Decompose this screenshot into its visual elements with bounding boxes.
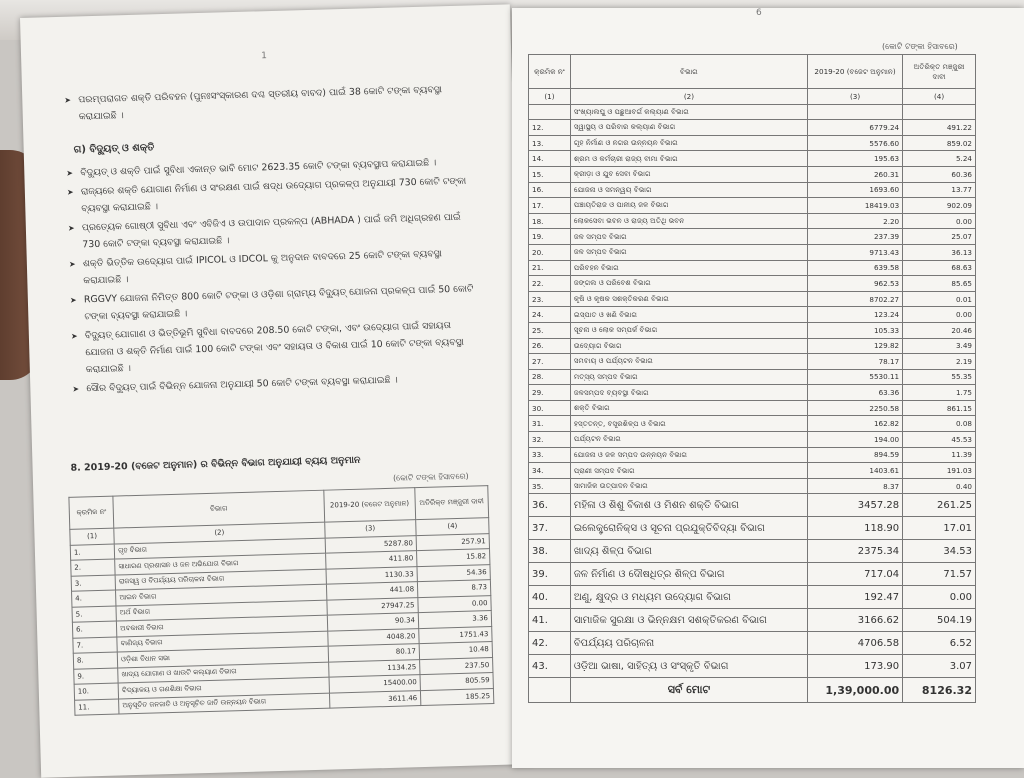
cell-sl: 32. <box>529 432 571 448</box>
cell-dept: ଉଦ୍ୟୋଗ ବିଭାଗ <box>570 338 807 354</box>
cell-sl: 23. <box>529 291 571 307</box>
cell-sl: 13. <box>529 135 571 151</box>
cell-budget: 5576.60 <box>807 135 902 151</box>
cell-budget: 962.53 <box>807 276 902 292</box>
cell-dept: ଇଲେକ୍ଟ୍ରୋନିକ୍ସ ଓ ସୂଚନା ପ୍ରଯୁକ୍ତିବିଦ୍ୟା ବିଭାଗ <box>570 517 807 540</box>
cell-supp: 13.77 <box>903 182 976 198</box>
total-supp: 8126.32 <box>903 678 976 703</box>
cell-budget: 2375.34 <box>807 540 902 563</box>
table-body <box>529 120 976 678</box>
cell-supp: 504.19 <box>903 609 976 632</box>
bullet-item: ➤ ବିଦ୍ୟୁତ୍ ଯୋଗାଣ ଓ ଭିତ୍ତିଭୂମି ସୁବିଧା ବାବଦରେ 208.50 କୋଟି ଟଙ୍କା, ଏବଂ ଉଦ୍ୟୋଗ ପାଇଁ ସହାୟତା ଯୋଜନା ଓ ଶକ୍ତି ନିର୍ମାଣ ପାଇଁ 100 କୋଟି ଟଙ୍କା ଏବଂ ସହାୟତା ଓ ବିକାଶ ପାଇଁ 10 କୋଟି ଟଙ୍କା ବ୍ୟବସ୍ଥା କରାଯାଇଛି । <box>71 316 482 378</box>
cell-supp: 0.01 <box>903 291 976 307</box>
cell-budget: 129.82 <box>807 338 902 354</box>
cell-dept: ଅବକାରୀ ବିଭାଗ <box>117 615 328 636</box>
right-page <box>512 8 1024 768</box>
table-row <box>529 517 976 540</box>
table-row <box>529 322 976 338</box>
cell-sl: 28. <box>529 369 571 385</box>
cell-dept: ଜଳ ନିର୍ମାଣ ଓ ଦୌଷଧିତ୍ର ଶିଳ୍ପ ବିଭାଗ <box>570 563 807 586</box>
table-row <box>529 400 976 416</box>
subheader-cell <box>529 104 571 120</box>
table-row <box>529 632 976 655</box>
cell-supp: 85.65 <box>903 276 976 292</box>
cell-budget: 894.59 <box>807 447 902 463</box>
cell-sl: 14. <box>529 151 571 167</box>
cell-dept: ହସ୍ତତନ୍ତ, ବସ୍ତ୍ରଶିଳ୍ପ ଓ ବିଭାଗ <box>570 416 807 432</box>
cell-dept: ଇସ୍ପାତ ଓ ଖଣି ବିଭାଗ <box>570 307 807 323</box>
cell-sl: 30. <box>529 400 571 416</box>
cell-sl: 17. <box>529 198 571 214</box>
cell-sl: 9. <box>74 668 119 685</box>
cell-sl: 42. <box>529 632 571 655</box>
cell-budget: 1130.33 <box>326 566 418 584</box>
cell-supp: 71.57 <box>903 563 976 586</box>
cell-budget: 15400.00 <box>329 675 421 693</box>
cell-sl: 43. <box>529 655 571 678</box>
cell-dept: ଖାଦ୍ୟ ଯୋଗାଣ ଓ ଖାଉଟି କଲ୍ୟାଣ ବିଭାଗ <box>118 662 329 683</box>
cell-supp: 859.02 <box>903 135 976 151</box>
table-row <box>529 166 976 182</box>
cell-sl: 21. <box>529 260 571 276</box>
cell-sl: 35. <box>529 478 571 494</box>
cell-dept: ଗୃହ ବିଭାଗ <box>114 538 325 559</box>
bullet-list <box>66 153 482 399</box>
cell-budget: 173.90 <box>807 655 902 678</box>
table-row <box>529 447 976 463</box>
col-index: (3) <box>324 520 416 538</box>
cell-budget: 4048.20 <box>327 628 419 646</box>
cell-dept: ଅଣୁ, କ୍ଷୁଦ୍ର ଓ ମଧ୍ୟମ ଉଦ୍ୟୋଗ ବିଭାଗ <box>570 586 807 609</box>
cell-sl: 33. <box>529 447 571 463</box>
cell-sl: 20. <box>529 244 571 260</box>
subheader-cell <box>903 104 976 120</box>
cell-dept: କୃଷି ଓ କୃଷକ ସଶକ୍ତିକରଣ ବିଭାଗ <box>570 291 807 307</box>
cell-sl: 6. <box>72 621 117 638</box>
bullet-item: ➤ RGGVY ଯୋଜନା ନିମିତ୍ତ 800 କୋଟି ଟଙ୍କା ଓ ଓଡ଼ିଶା ଗ୍ରାମ୍ୟ ବିଦ୍ୟୁତ୍ ଯୋଜନା ପ୍ରକଳ୍ପ ପାଇଁ 50 କୋଟି ଟଙ୍କା ବ୍ୟବସ୍ଥା କରାଯାଇଛି । <box>70 280 481 325</box>
cell-supp: 20.46 <box>903 322 976 338</box>
cell-supp: 2.19 <box>903 354 976 370</box>
cell-dept: ପ୍ରାଣୀ ସମ୍ପଦ ବିଭାଗ <box>570 463 807 479</box>
cell-supp: 0.08 <box>903 416 976 432</box>
cell-supp: 8.73 <box>417 580 490 598</box>
cell-supp: 902.09 <box>903 198 976 214</box>
table-row <box>529 655 976 678</box>
cell-supp: 191.03 <box>903 463 976 479</box>
cell-dept: ରାଜସ୍ୱ ଓ ବିପର୍ଯ୍ୟୟ ପରିଚାଳନା ବିଭାଗ <box>115 569 326 590</box>
col-index: (2) <box>114 522 325 543</box>
cell-supp: 25.07 <box>903 229 976 245</box>
table-row <box>529 260 976 276</box>
cell-dept: ସାମାଜିକ ଉତ୍ପାଦନ ବିଭାଗ <box>570 478 807 494</box>
cell-supp: 1.75 <box>903 385 976 401</box>
cell-sl: 39. <box>529 563 571 586</box>
cell-budget: 3166.62 <box>807 609 902 632</box>
cell-budget: 90.34 <box>327 613 419 631</box>
col-index: (1) <box>529 89 571 105</box>
cell-sl: 34. <box>529 463 571 479</box>
bullet-item: ➤ ବିଦ୍ୟୁତ୍ ଓ ଶକ୍ତି ପାଇଁ ସୁବିଧା ଏକାନ୍ତ ଭାବି ମୋଟ 2623.35 କୋଟି ଟଙ୍କା ବ୍ୟବସ୍ଥାପ କରାଯାଇଛି । <box>66 153 476 181</box>
col-header-budget: 2019-20 (ବଜେଟ ଅନୁମାନ) <box>323 488 415 523</box>
table-heading: 8. 2019-20 (ବଜେଟ ଅନୁମାନ) ର ବିଭିନ୍ନ ବିଭାଗ ଅନୁଯାୟୀ ବ୍ୟୟ ଅନୁମାନ <box>70 454 361 474</box>
cell-supp: 17.01 <box>903 517 976 540</box>
cell-sl: 29. <box>529 385 571 401</box>
page-number: 1 <box>261 51 268 62</box>
cell-dept: ଓଡ଼ିଶା ବିଧାନ ସଭା <box>117 646 328 667</box>
cell-budget: 3457.28 <box>807 494 902 517</box>
cell-budget: 8.37 <box>807 478 902 494</box>
cell-sl: 31. <box>529 416 571 432</box>
col-header-sl: କ୍ରମିକ ନଂ <box>529 55 571 89</box>
table-row <box>529 540 976 563</box>
cell-sl: 5. <box>72 606 117 623</box>
total-budget: 1,39,000.00 <box>807 678 902 703</box>
cell-budget: 118.90 <box>807 517 902 540</box>
cell-supp: 45.53 <box>903 432 976 448</box>
cell-dept: ସାମାଜିକ ସୁରକ୍ଷା ଓ ଭିନ୍ନକ୍ଷମ ସଶକ୍ତିକରଣ ବିଭାଗ <box>570 609 807 632</box>
cell-sl: 2. <box>71 559 116 576</box>
cell-dept: ପର୍ଯ୍ୟଟନ ବିଭାଗ <box>570 432 807 448</box>
cell-sl: 4. <box>72 590 117 607</box>
cell-supp: 54.36 <box>417 564 490 582</box>
table-row <box>529 244 976 260</box>
cell-dept: ପରିବହନ ବିଭାଗ <box>570 260 807 276</box>
cell-sl: 36. <box>529 494 571 517</box>
cell-budget: 9713.43 <box>807 244 902 260</box>
cell-dept: ଶ୍ରମ ଓ କର୍ମଚାରୀ ରାଜ୍ୟ ବୀମା ବିଭାଗ <box>570 151 807 167</box>
cell-dept: ବିପର୍ଯ୍ୟୟ ପରିଚାଳନା <box>570 632 807 655</box>
cell-dept: ଲୋକସେବା ଭବନ ଓ ରାଜ୍ୟ ଅତିଥି ଭବନ <box>570 213 807 229</box>
cell-dept: ଖାଦ୍ୟ ଶିଳ୍ପ ବିଭାଗ <box>570 540 807 563</box>
cell-dept: ସ୍ୱାସ୍ଥ୍ୟ ଓ ପରିବାର କଲ୍ୟାଣ ବିଭାଗ <box>570 120 807 136</box>
table-row <box>529 276 976 292</box>
cell-budget: 63.36 <box>807 385 902 401</box>
section-heading: ଗ) ବିଦ୍ୟୁତ୍ ଓ ଶକ୍ତି <box>73 142 155 156</box>
cell-sl: 3. <box>71 575 116 592</box>
cell-budget: 6779.24 <box>807 120 902 136</box>
cell-supp: 0.00 <box>903 213 976 229</box>
cell-budget: 1693.60 <box>807 182 902 198</box>
cell-dept: ଜଳ ସମ୍ପଦ ବିଭାଗ <box>570 229 807 245</box>
cell-sl: 22. <box>529 276 571 292</box>
table-row <box>529 432 976 448</box>
total-label: ସର୍ବ ମୋଟ <box>570 678 807 703</box>
table-row <box>529 135 976 151</box>
cell-supp: 10.48 <box>419 642 492 660</box>
cell-sl: 10. <box>74 683 119 700</box>
cell-budget: 3611.46 <box>329 690 421 708</box>
col-header-sl: କ୍ରମିକ ନଂ <box>69 496 114 529</box>
cell-sl: 8. <box>73 652 118 669</box>
table-row <box>529 478 976 494</box>
cell-supp: 36.13 <box>903 244 976 260</box>
cell-supp: 0.40 <box>903 478 976 494</box>
cell-supp: 861.15 <box>903 400 976 416</box>
subheader-cell <box>807 104 902 120</box>
col-header-dept: ବିଭାଗ <box>570 55 807 89</box>
cell-sl: 25. <box>529 322 571 338</box>
cell-supp: 805.59 <box>420 673 493 691</box>
cell-sl: 1. <box>70 544 115 561</box>
cell-dept: ଜଳସମ୍ପଦ ବ୍ୟବସ୍ଥା ବିଭାଗ <box>570 385 807 401</box>
cell-dept: ଅନୁସୂଚିତ ଜନଜାତି ଓ ଅନୁସୂଚିତ ଜାତି ଉନ୍ନୟନ ବିଭାଗ <box>119 693 330 714</box>
cell-budget: 5530.11 <box>807 369 902 385</box>
cell-supp: 237.50 <box>420 657 493 675</box>
bullet-item: ➤ ପରମ୍ପରାଗତ ଶକ୍ତି ପରିବହନ (ପୁନଃସଂସ୍କାରଣ ଦଶ୍ଚ ସ୍ତରୀୟ ବାବଦ) ପାଇଁ 38 କୋଟି ଟଙ୍କା ବ୍ୟବସ୍ଥା କରାଯାଇଛି । <box>64 80 475 125</box>
cell-budget: 105.33 <box>807 322 902 338</box>
cell-sl: 40. <box>529 586 571 609</box>
cell-budget: 78.17 <box>807 354 902 370</box>
cell-sl: 26. <box>529 338 571 354</box>
col-header-supp: ଅତିରିକ୍ତ ମଞ୍ଜୁରୀ ଦାବୀ <box>903 55 976 89</box>
cell-sl: 7. <box>73 637 118 654</box>
cell-supp: 34.53 <box>903 540 976 563</box>
table-row <box>529 416 976 432</box>
cell-dept: ଶକ୍ତି ବିଭାଗ <box>570 400 807 416</box>
table-row <box>529 151 976 167</box>
cell-supp: 6.52 <box>903 632 976 655</box>
cell-supp: 257.91 <box>416 533 489 551</box>
table-row <box>529 338 976 354</box>
intro-paragraph <box>64 80 475 127</box>
bullet-item: ➤ ରାଜ୍ୟରେ ଶକ୍ତି ଯୋଗାଣ ନିର୍ମାଣ ଓ ସଂରକ୍ଷଣ ପାଇଁ ଷଦ୍ଧ ଉଦ୍ୟୋଗ ପ୍ରକଳ୍ପ ଅନୁଯାୟୀ 730 କୋଟି ଟଙ୍କା ବ୍ୟବସ୍ଥା କରାଯାଇଛି । <box>67 172 478 217</box>
cell-dept: ସାଧାରଣ ପ୍ରଶାସନ ଓ ଜନ ଅଭିଯୋଗ ବିଭାଗ <box>115 553 326 574</box>
cell-supp: 0.00 <box>903 586 976 609</box>
table-row <box>529 609 976 632</box>
table-row <box>529 182 976 198</box>
col-index: (4) <box>416 518 489 536</box>
page-number: 6 <box>756 8 762 18</box>
cell-supp: 491.22 <box>903 120 976 136</box>
table-row <box>529 463 976 479</box>
cell-supp: 185.25 <box>420 688 493 706</box>
cell-dept: ଅର୍ଥ ବିଭାଗ <box>116 600 327 621</box>
total-row <box>529 678 976 703</box>
cell-budget: 260.31 <box>807 166 902 182</box>
table-row <box>529 120 976 136</box>
cell-budget: 8702.27 <box>807 291 902 307</box>
cell-supp: 261.25 <box>903 494 976 517</box>
cell-supp: 68.63 <box>903 260 976 276</box>
cell-budget: 1403.61 <box>807 463 902 479</box>
col-index: (2) <box>570 89 807 105</box>
cell-dept: ଗୃହ ନିର୍ମାଣ ଓ ନଗର ଉନ୍ନୟନ ବିଭାଗ <box>570 135 807 151</box>
bullet-item: ➤ ଶକ୍ତି ଭିତ୍ତିକ ଉଦ୍ୟୋଗ ପାଇଁ IPICOL ଓ IDCOL କୁ ଅନୁଦାନ ବାବଦରେ 25 କୋଟି ଟଙ୍କା ବ୍ୟବସ୍ଥା କରାଯାଇଛି । <box>69 244 480 289</box>
cell-dept: ମତ୍ସ୍ୟ ସମ୍ପଦ ବିଭାଗ <box>570 369 807 385</box>
total-sl <box>529 678 571 703</box>
table-row <box>529 385 976 401</box>
cell-dept: ସମବାୟ ଓ ପର୍ଯ୍ୟଟନ ବିଭାଗ <box>570 354 807 370</box>
cell-sl: 16. <box>529 182 571 198</box>
cell-sl: 15. <box>529 166 571 182</box>
budget-table-right <box>528 54 976 703</box>
cell-dept: ଆଇନ ବିଭାଗ <box>116 584 327 605</box>
table-row <box>529 494 976 517</box>
bullet-item: ➤ ପ୍ରତ୍ୟେକ ଗୋଷ୍ଠୀ ସୁବିଧା ଏବଂ ଏବିଜିଏ ଓ ଉପାଦାନ ପ୍ରକଳ୍ପ (ABHADA ) ପାଇଁ ଜମି ଅଧିଗ୍ରହଣ ପାଇଁ 730 କୋଟି ଟଙ୍କା ବ୍ୟବସ୍ଥା କରାଯାଇଛି । <box>68 208 479 253</box>
cell-budget: 2250.58 <box>807 400 902 416</box>
cell-dept: ଯୋଜନା ଓ ସମନ୍ୱୟ ବିଭାଗ <box>570 182 807 198</box>
cell-dept: ଯୋଜନା ଓ ଜଳ ସମ୍ପଦ ଉନ୍ନୟନ ବିଭାଗ <box>570 447 807 463</box>
table-row <box>529 563 976 586</box>
cell-budget: 2.20 <box>807 213 902 229</box>
cell-dept: କ୍ରୀଡ଼ା ଓ ଯୁବ ସେବା ବିଭାଗ <box>570 166 807 182</box>
cell-budget: 5287.80 <box>325 535 417 553</box>
cell-budget: 80.17 <box>328 644 420 662</box>
unit-note: (କୋଟି ଟଙ୍କା ହିସାବରେ) <box>392 471 469 483</box>
cell-dept: ସୂଚନା ଓ ଲୋକ ସମ୍ପର୍କ ବିଭାଗ <box>570 322 807 338</box>
cell-budget: 162.82 <box>807 416 902 432</box>
cell-budget: 639.58 <box>807 260 902 276</box>
unit-note: (କୋଟି ଟଙ୍କା ହିସାବରେ) <box>882 42 958 51</box>
cell-sl: 38. <box>529 540 571 563</box>
cell-budget: 27947.25 <box>326 597 418 615</box>
cell-budget: 192.47 <box>807 586 902 609</box>
table-row <box>529 198 976 214</box>
cell-sl: 12. <box>529 120 571 136</box>
budget-table-left <box>68 485 494 716</box>
cell-budget: 123.24 <box>807 307 902 323</box>
cell-dept: ଜଳ ସମ୍ପଦ ବିଭାଗ <box>570 244 807 260</box>
cell-dept: ପଞ୍ଚାୟତିରାଜ ଓ ପାନୀୟ ଜଳ ବିଭାଗ <box>570 198 807 214</box>
cell-budget: 717.04 <box>807 563 902 586</box>
cell-supp: 3.07 <box>903 655 976 678</box>
table-row <box>529 229 976 245</box>
col-header-dept: ବିଭାଗ <box>113 490 324 528</box>
cell-supp: 11.39 <box>903 447 976 463</box>
cell-supp: 3.36 <box>418 611 491 629</box>
cell-dept: ଓଡ଼ିଆ ଭାଷା, ସାହିତ୍ୟ ଓ ସଂସ୍କୃତି ବିଭାଗ <box>570 655 807 678</box>
bullet-item: ➤ ସୌର ବିଦ୍ୟୁତ୍ ପାଇଁ ବିଭିନ୍ନ ଯୋଜନା ଅନୁଯାୟୀ 50 କୋଟି ଟଙ୍କା ବ୍ୟବସ୍ଥା କରାଯାଇଛି । <box>72 369 482 397</box>
col-index: (4) <box>903 89 976 105</box>
cell-supp: 1751.43 <box>419 626 492 644</box>
cell-budget: 194.00 <box>807 432 902 448</box>
cell-supp: 60.36 <box>903 166 976 182</box>
table-row <box>529 354 976 370</box>
col-header-budget: 2019-20 (ବଜେଟ ଅନୁମାନ) <box>807 55 902 89</box>
table-subheader: ସଂଖ୍ୟାଲଘୁ ଓ ପଛୁଆବର୍ଗ କଲ୍ୟାଣ ବିଭାଗ <box>570 104 807 120</box>
col-index: (3) <box>807 89 902 105</box>
cell-supp: 0.00 <box>903 307 976 323</box>
cell-sl: 18. <box>529 213 571 229</box>
left-page <box>20 4 531 777</box>
cell-supp: 15.82 <box>417 549 490 567</box>
cell-supp: 3.49 <box>903 338 976 354</box>
cell-sl: 19. <box>529 229 571 245</box>
cell-supp: 0.00 <box>418 595 491 613</box>
cell-sl: 24. <box>529 307 571 323</box>
table-row <box>529 213 976 229</box>
cell-budget: 1134.25 <box>328 659 420 677</box>
cell-dept: ମହିଳା ଓ ଶିଶୁ ବିକାଶ ଓ ମିଶନ ଶକ୍ତି ବିଭାଗ <box>570 494 807 517</box>
table-row <box>529 586 976 609</box>
cell-dept: ବାଣିଜ୍ୟ ବିଭାଗ <box>117 631 328 652</box>
cell-sl: 37. <box>529 517 571 540</box>
table-body <box>70 533 494 715</box>
cell-sl: 27. <box>529 354 571 370</box>
cell-sl: 41. <box>529 609 571 632</box>
cell-budget: 18419.03 <box>807 198 902 214</box>
cell-sl: 11. <box>75 699 120 716</box>
cell-supp: 5.24 <box>903 151 976 167</box>
table-row <box>529 369 976 385</box>
table-row <box>529 291 976 307</box>
cell-budget: 4706.58 <box>807 632 902 655</box>
col-index: (1) <box>70 528 115 545</box>
cell-budget: 441.08 <box>326 582 418 600</box>
cell-budget: 195.63 <box>807 151 902 167</box>
cell-supp: 55.35 <box>903 369 976 385</box>
cell-budget: 237.39 <box>807 229 902 245</box>
cell-budget: 411.80 <box>325 551 417 569</box>
cell-dept: ଜଙ୍ଗଲ ଓ ପରିବେଶ ବିଭାଗ <box>570 276 807 292</box>
table-row <box>529 307 976 323</box>
cell-dept: ବିଦ୍ୟାଳୟ ଓ ଗଣଶିକ୍ଷା ବିଭାଗ <box>118 677 329 698</box>
col-header-supp: ଅତିରିକ୍ତ ମଞ୍ଜୁରୀ ଦାବୀ <box>415 486 489 520</box>
